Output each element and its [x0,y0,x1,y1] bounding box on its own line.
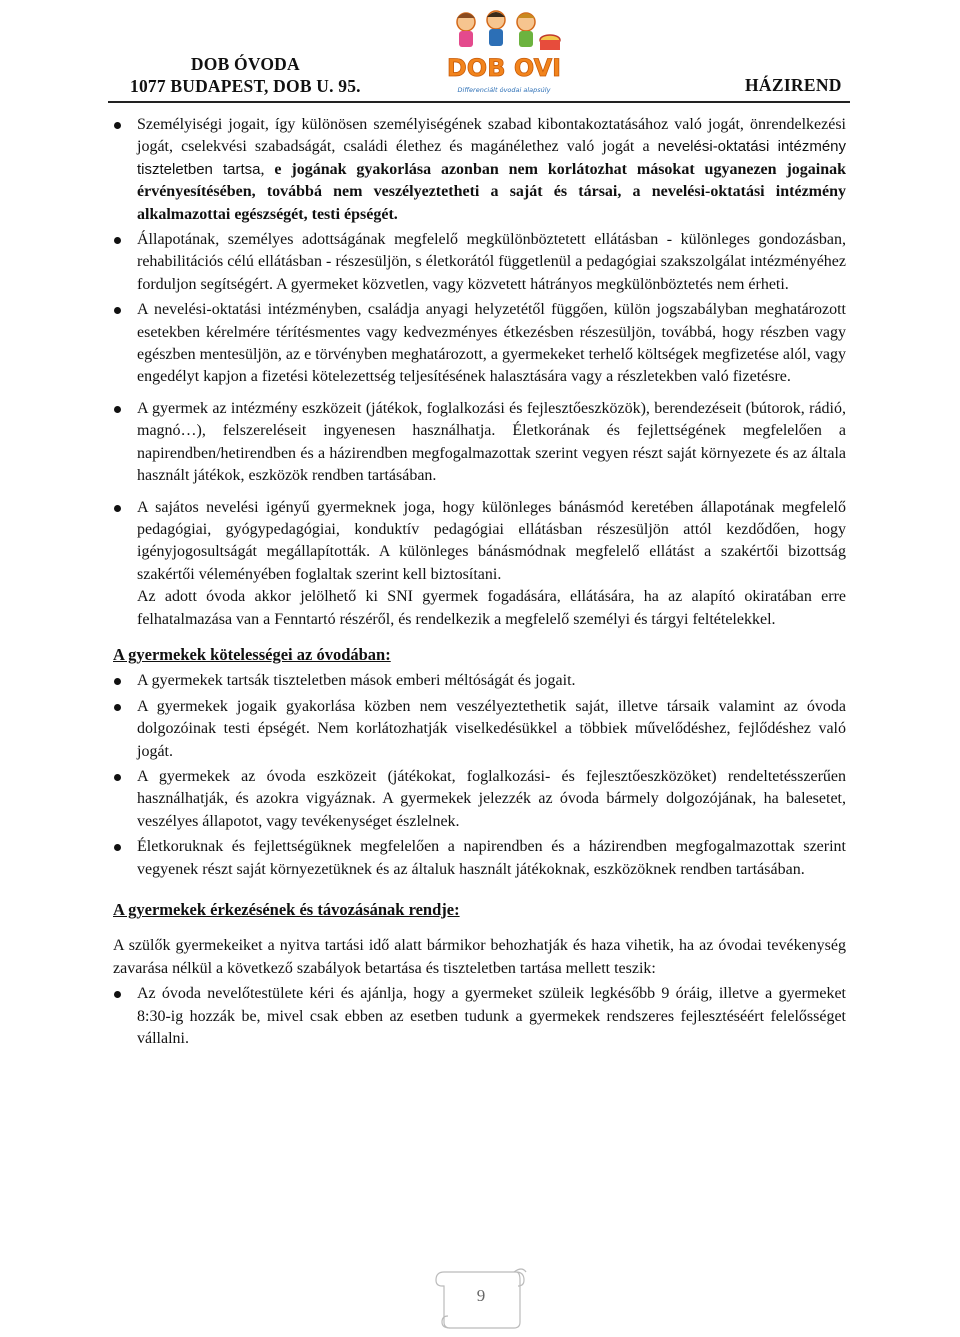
document-title: HÁZIREND [745,75,842,95]
bullet-icon [114,122,121,129]
rights-item-text: A gyermek az intézmény eszközeit (játékok, foglalkozási és fejlesztőeszközök), berendezéseit (bútorok, rádió, magnó…), felszereléseit ingyenesen használhatja. Életkorának és fejlettségének megfelelően a napirendben/hetirendben és a házirendben megfogalmazottak szerint vegyen részt saját környezete és az általa használt játékok, eszközök rendben tartásában. [137,399,846,485]
rights-item-text: A nevelési-oktatási intézményben, családja anyagi helyzetétől függően, külön jogszabályban meghatározott esetekben kérelmére térítésmentes vagy kedvezményes étkezésben részesüljön, továbbá, hogy részben vagy egészben mentesüljön, az e törvényben meghatározott, a gyermekeket terhelő költségek megfizetése alól, vagy engedélyt kapjon a fizetési kötelezettség teljesítésének halasztására vagy a részletekben való fizetésre. [137,301,846,386]
svg-text:DOB OVI: DOB OVI [446,54,562,82]
bullet-icon [114,991,121,998]
bullet-icon [114,406,121,413]
duties-list-item [113,766,846,833]
bullet-icon [114,237,121,244]
duties-list-item-text: Életkoruknak és fejlettségüknek megfelelően a napirendben és a házirendben megfogalmazottak szerint vegyenek részt saját környezetüknek és az általuk használt játékoknak, eszközöknek rendben tartásában. [137,838,846,878]
arrival-list-item-text: Az óvoda nevelőtestülete kéri és ajánlja, hogy a gyermeket szüleik legkésőbb 9 óráig, illetve a gyermeket 8:30-ig hozzák be, mivel csak ebben az esetben tudunk a gyermekek rendszeres fejlesztéséért felelősséget vállalni. [137,985,846,1048]
rights-item-text: Személyiségi jogait, így különösen személyiségének szabad kibontakoztatásához való jogát, önrendelkezési jogát, cselekvési szabadságát, családi élethez és magánélethez való jogát a [137,116,846,156]
rights-list-item [113,398,846,488]
duties-list-item [113,670,846,692]
page-header [0,0,960,105]
rights-list-item [113,114,846,226]
duties-list-item-text: A gyermekek az óvoda eszközeit (játékokat, foglalkozási- és fejlesztőeszközöket) rendeltetésszerűen használhatják, és azokra vigyáznak. A gyermekek jelezzék az óvoda bármely dolgozójának, ha balesetet, veszélyes állapotot, vagy tevékenységet észlelnek. [137,767,846,830]
bullet-icon [114,774,121,781]
duties-list-item [113,836,846,881]
arrival-heading: A gyermekek érkezésének és távozásának rendje: [113,900,460,919]
org-block [130,53,361,97]
arrival-list-item [113,983,846,1050]
rights-item-extra: Az adott óvoda akkor jelölhető ki SNI gyermek fogadására, ellátására, ha az alapító okiratában erre felhatalmazása van a Fenntartó részéről, és rendelkezik a megfelelő személyi és tárgyi feltételekkel. [137,588,846,628]
bullet-icon [114,307,121,314]
bullet-icon [114,505,121,512]
rights-list-item [113,299,846,389]
rights-item-text: , [260,160,275,178]
arrival-intro: A szülők gyermekeiket a nyitva tartási idő alatt bármikor behozhatják és haza vihetik, ha az óvodai tevékenység zavarása nélkül a következő szabályok betartása és tiszteletben tartása mellett teszik: [113,937,846,977]
rights-item-text: A sajátos nevelési igényű gyermeknek joga, hogy különleges bánásmód keretében állapotának megfelelő pedagógiai, gyógypedagógiai, konduktív pedagógiai ellátásban részesüljön attól kezdődően, hogy igényjogosultságát megállapították. A különleges bánásmódnak megfelelő ellátást a szakértői bizottság szakértői véleményében foglaltak szerint kell biztosítani. [137,498,846,583]
duties-list-item-text: A gyermekek tartsák tiszteletben mások emberi méltóságát és jogait. [137,672,576,690]
page-number: 9 [476,1286,486,1305]
page-content [113,114,846,1050]
duties-list [113,670,846,881]
bullet-icon [114,704,121,711]
arrival-list [113,983,846,1050]
rights-item-text: Állapotának, személyes adottságának megfelelő megkülönböztetett ellátásban - különleges gondozásban, rehabilitációs célú ellátásban - részesüljön, s életkorától függetlenül a pedagógiai szakszolgálat intézményéhez forduljon segítségért. A gyermeket közvetlen, vagy közvetett hátrányos megkülönböztetés nem érheti. [137,231,846,293]
bullet-icon [114,678,121,685]
org-name: DOB ÓVODA [190,54,300,74]
rights-list-item [113,229,846,296]
duties-list-item-text: A gyermekek jogaik gyakorlása közben nem veszélyeztethetik saját, illetve társaik valamint az óvoda dolgozóinak testi épségét. Nem korlátozhatják viselkedésükkel a többiek művelődéshez, fejlődéshez való jogát. [137,697,846,760]
bullet-icon [114,844,121,851]
duties-heading: A gyermekek kötelességei az óvodában: [113,644,391,664]
page-footer [430,1262,532,1332]
header-rule [108,101,850,103]
rights-item-text: nevelési-oktatási intézmény tiszteletben tartsa [137,138,846,178]
dob-ovi-logo [438,6,570,100]
svg-text:Differenciált óvodai alapsúly: Differenciált óvodai alapsúly [457,86,551,94]
rights-list [113,114,846,631]
rights-item-text: e jogának gyakorlása azonban nem korlátozhat másokat ugyanezen jogainak érvényesítésében, továbbá nem veszélyeztetheti a saját és társai, a nevelési-oktatási intézmény alkalmazottai egészségét, testi épségét. [137,160,847,223]
rights-list-item [113,497,846,631]
duties-list-item [113,696,846,763]
org-address: 1077 BUDAPEST, DOB U. 95. [130,76,361,96]
